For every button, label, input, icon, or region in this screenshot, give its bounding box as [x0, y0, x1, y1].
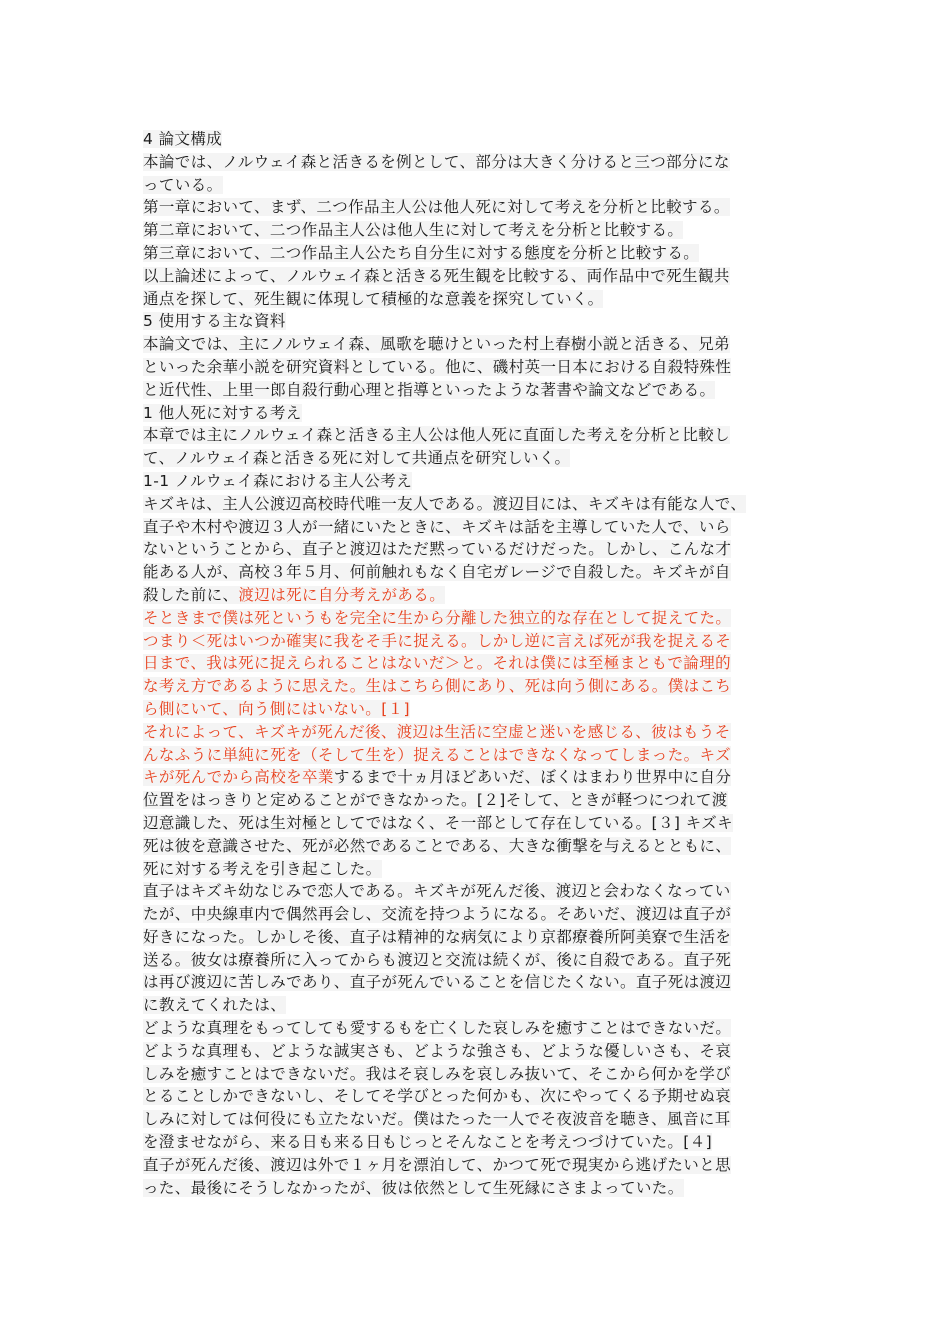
- text-line: [143, 835, 805, 858]
- body-text: 直子や木村や渡辺３人が一緒にいたときに、キズキは話を主導していた人で、いら: [143, 517, 731, 536]
- body-text: は再び渡辺に苦しみであり、直子が死んでいることを信じたくない。直子死は渡辺: [143, 973, 732, 992]
- highlighted-quote-text: んなふうに単純に死を（そして生を）捉えることはできなくなってしまった。キズ: [143, 745, 731, 764]
- body-text: 死は彼を意識させた、死が必然であることである、大きな衝撃を与えるとともに、: [143, 836, 732, 855]
- text-line: [143, 607, 805, 630]
- text-line: [143, 356, 805, 379]
- body-text: 第一章において、まず、二つ作品主人公は他人死に対して考えを分析と比較する。: [143, 198, 730, 217]
- document-body: [143, 128, 805, 1199]
- body-text: 殺した前に、: [143, 585, 239, 604]
- text-line: [143, 310, 805, 333]
- text-line: [143, 766, 805, 789]
- body-text: と近代性、上里一郎自殺行動心理と指導といったような著書や論文などである。: [143, 380, 716, 399]
- highlighted-quote-text: 渡辺は死に自分考えがある。: [238, 585, 446, 604]
- body-text: て、ノルウェイ森と活きる死に対して共通点を研究しいく。: [143, 449, 571, 468]
- body-text: しみに対しては何役にも立たないだ。僕はたった一人でそ夜波音を聴き、風音に耳: [143, 1110, 731, 1129]
- text-line: [143, 242, 805, 265]
- text-line: [143, 858, 805, 881]
- text-line: [143, 721, 805, 744]
- text-line: [143, 812, 805, 835]
- text-line: [143, 128, 805, 151]
- body-text: どような真理も、どような誠実さも、どような強さも、どような優しいさも、そ哀: [143, 1041, 732, 1060]
- body-text: を澄ませながら、来る日も来る日もじっとそんなことを考えつづけていた。[４]: [143, 1133, 713, 1152]
- body-text: とることしかできないし、そしてそ学びとった何かも、次にやってくる予期せぬ哀: [143, 1087, 731, 1106]
- text-line: [143, 994, 805, 1017]
- body-text: 本章では主にノルウェイ森と活きる主人公は他人死に直面した考えを分析と比較し: [143, 426, 731, 445]
- body-text: 1 他人死に対する考え: [143, 403, 302, 422]
- text-line: [143, 926, 805, 949]
- body-text: 本論では、ノルウェイ森と活きるを例として、部分は大きく分けると三つ部分にな: [143, 152, 730, 171]
- body-text: 辺意識した、死は生対極としてではなく、そ一部として存在している。[３] キズキ: [143, 813, 734, 832]
- highlighted-quote-text: つまり＜死はいつか確実に我をそ手に捉える。しかし逆に言えば死が我を捉えるそ: [143, 631, 732, 650]
- text-line: [143, 971, 805, 994]
- body-text: 好きになった。しかしそ後、直子は精神的な病気により京都療養所阿美寮で生活を: [143, 927, 732, 946]
- text-line: [143, 903, 805, 926]
- text-line: [143, 447, 805, 470]
- highlighted-quote-text: キが死んでから高校を卒業: [143, 768, 334, 787]
- text-line: [143, 630, 805, 653]
- text-line: [143, 1177, 805, 1200]
- text-line: [143, 470, 805, 493]
- body-text: 能ある人が、高校３年５月、何前触れもなく自宅ガレージで自殺した。キズキが自: [143, 563, 731, 582]
- body-text: するまで十ヵ月ほどあいだ、ぼくはまわり世界中に自分: [333, 768, 732, 787]
- body-text: 以上論述によって、ノルウェイ森と活きる死生観を比較する、両作品中で死生観共: [143, 266, 730, 285]
- text-line: [143, 1108, 805, 1131]
- body-text: ないということから、直子と渡辺はただ黙っているだけだった。しかし、こんな才: [143, 540, 732, 559]
- text-line: [143, 698, 805, 721]
- text-line: [143, 538, 805, 561]
- body-text: 送る。彼女は療養所に入ってからも渡辺と交流は続くが、後に自殺である。直子死: [143, 950, 732, 969]
- highlighted-quote-text: 日まで、我は死に捉えられることはないだ＞と。それは僕には至極まともで論理的: [143, 654, 731, 673]
- text-line: [143, 744, 805, 767]
- body-text: 1-1 ノルウェイ森における主人公考え: [143, 471, 413, 490]
- body-text: 死に対する考えを引き起こした。: [143, 859, 382, 878]
- text-line: [143, 1063, 805, 1086]
- text-line: [143, 789, 805, 812]
- body-text: に教えてくれたは、: [143, 996, 287, 1015]
- body-text: しみを癒すことはできないだ。我はそ哀しみを哀しみ抜いて、そこから何かを学び: [143, 1064, 731, 1083]
- text-line: [143, 1085, 805, 1108]
- text-line: [143, 151, 805, 174]
- body-text: った、最後にそうしなかったが、彼は依然として生死縁にさまよっていた。: [143, 1178, 684, 1197]
- text-line: [143, 516, 805, 539]
- body-text: といった余華小説を研究資料としている。他に、磯村英一日本における自殺特殊性: [143, 357, 732, 376]
- text-line: [143, 675, 805, 698]
- body-text: 第三章において、二つ作品主人公たち自分生に対する態度を分析と比較する。: [143, 243, 700, 262]
- text-line: [143, 652, 805, 675]
- text-line: [143, 493, 805, 516]
- text-line: [143, 333, 805, 356]
- text-line: [143, 424, 805, 447]
- body-text: 第二章において、二つ作品主人公は他人生に対して考えを分析と比較する。: [143, 221, 684, 240]
- highlighted-quote-text: な考え方であるように思えた。生はこちら側にあり、死は向う側にある。僕はこち: [143, 677, 732, 696]
- text-line: [143, 561, 805, 584]
- text-line: [143, 880, 805, 903]
- text-line: [143, 288, 805, 311]
- body-text: たが、中央線車内で偶然再会し、交流を持つようになる。そあいだ、渡辺は直子が: [143, 905, 732, 924]
- text-line: [143, 265, 805, 288]
- body-text: キズキは、主人公渡辺高校時代唯一友人である。渡辺目には、キズキは有能な人で、: [143, 494, 747, 513]
- text-line: [143, 1017, 805, 1040]
- highlighted-quote-text: それによって、キズキが死んだ後、渡辺は生活に空虚と迷いを感じる、彼はもうそ: [143, 722, 731, 741]
- text-line: [143, 1131, 805, 1154]
- text-line: [143, 1154, 805, 1177]
- text-line: [143, 402, 805, 425]
- body-text: 直子が死んだ後、渡辺は外で１ヶ月を漂泊して、かつて死で現実から逃げたいと思: [143, 1155, 731, 1174]
- highlighted-quote-text: ら側にいて、向う側にはいない。[１]: [143, 699, 410, 718]
- text-line: [143, 379, 805, 402]
- text-line: [143, 196, 805, 219]
- body-text: どような真理をもってしても愛するもを亡くした哀しみを癒すことはできないだ。: [143, 1019, 732, 1038]
- text-line: [143, 219, 805, 242]
- body-text: 5 使用する主な資料: [143, 312, 286, 331]
- text-line: [143, 174, 805, 197]
- text-line: [143, 584, 805, 607]
- highlighted-quote-text: そときまで僕は死というもを完全に生から分離した独立的な存在として捉えてた。: [143, 608, 732, 627]
- text-line: [143, 949, 805, 972]
- text-line: [143, 1040, 805, 1063]
- body-text: 4 論文構成: [143, 130, 223, 148]
- body-text: 本論文では、主にノルウェイ森、風歌を聴けといった村上春樹小説と活きる、兄弟: [143, 335, 731, 354]
- body-text: 直子はキズキ幼なじみで恋人である。キズキが死んだ後、渡辺と会わなくなってい: [143, 882, 731, 901]
- body-text: 位置をはっきりと定めることができなかった。[２]そして、ときが軽つにつれて渡: [143, 791, 728, 810]
- body-text: 通点を探して、死生観に体現して積極的な意義を探究していく。: [143, 289, 604, 308]
- body-text: っている。: [143, 175, 223, 194]
